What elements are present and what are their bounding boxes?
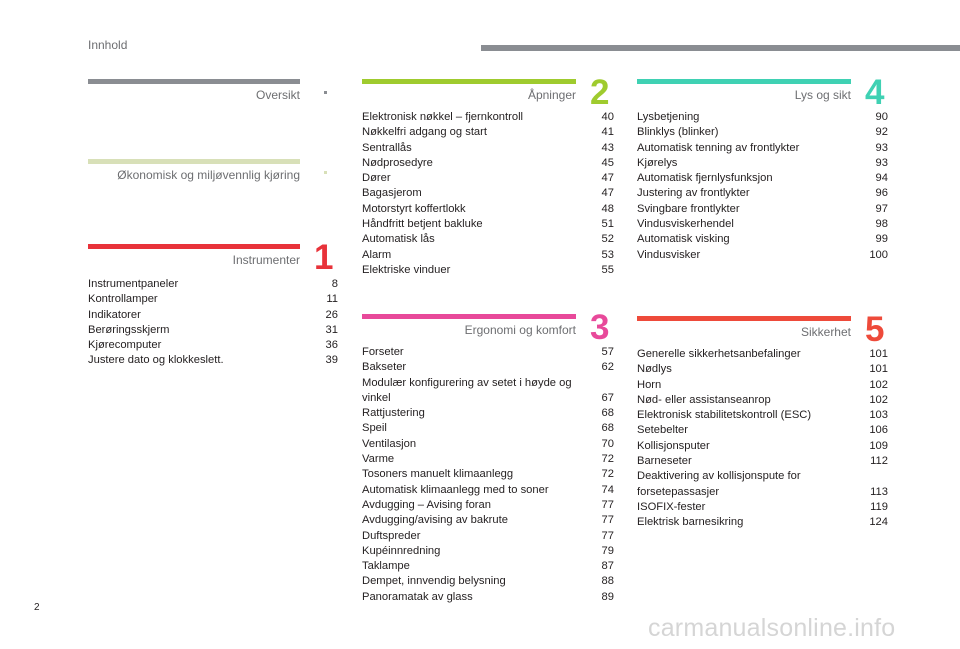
section-okonomisk[interactable] — [88, 159, 300, 189]
toc-entry[interactable] — [637, 110, 888, 125]
toc-entry-page: 101 — [869, 363, 888, 376]
toc-entry-page: 36 — [325, 339, 338, 352]
toc-entry-page: 92 — [875, 126, 888, 139]
section-title: Ergonomi og komfort — [464, 323, 576, 337]
section-title: Lys og sikt — [794, 88, 851, 102]
toc-entry[interactable] — [362, 186, 614, 201]
toc-entry-title: Modulær konfigurering av setet i høyde og vinkel — [362, 376, 572, 404]
section-bar — [637, 79, 851, 84]
section-title: Åpninger — [527, 88, 576, 102]
toc-entry-title: Elektrisk barnesikring — [637, 516, 744, 529]
section-number: 4 — [865, 73, 885, 112]
toc-entry-page: 96 — [875, 187, 888, 200]
section-number: 3 — [590, 308, 610, 347]
toc-entry-title: Rattjustering — [362, 407, 425, 420]
section-title: Økonomisk og miljøvennlig kjøring — [117, 168, 300, 182]
toc-entry-title: Justering av frontlykter — [637, 187, 750, 200]
section-bar — [88, 79, 300, 84]
toc-entry[interactable] — [362, 248, 614, 263]
toc-entry-page: 62 — [601, 361, 614, 374]
toc-entry-page: 45 — [601, 156, 614, 169]
toc-entry-title: Lysbetjening — [637, 111, 700, 123]
toc-entry-title: Vindusvisker — [637, 248, 701, 261]
toc-entry-title: Nødprosedyre — [362, 156, 433, 169]
toc-entry[interactable] — [637, 393, 888, 408]
toc-entry-title: Kontrollamper — [88, 293, 158, 306]
toc-entry[interactable] — [362, 574, 614, 589]
toc-entry-title: Berøringsskjerm — [88, 323, 170, 336]
toc-entry-page: 79 — [601, 544, 614, 557]
toc-entry-page: 99 — [875, 233, 888, 246]
toc-entry-title: Elektriske vinduer — [362, 263, 451, 276]
toc-entry-title: Sentrallås — [362, 141, 412, 154]
toc-entry[interactable] — [362, 217, 614, 232]
toc-entry-page: 77 — [601, 498, 614, 511]
toc-entry-title: Motorstyrt koffertlokk — [362, 202, 466, 215]
toc-entry-title: Bakseter — [362, 361, 407, 374]
toc-entry-title: Forseter — [362, 346, 404, 358]
section-bar — [362, 79, 576, 84]
toc-entry-page: 101 — [869, 348, 888, 360]
toc-entry-title: Avdugging – Avising foran — [362, 498, 491, 511]
toc-entry[interactable] — [362, 141, 614, 156]
toc-entry-title: Instrumentpaneler — [88, 278, 179, 290]
toc-entry-page: 109 — [869, 439, 888, 452]
toc-entry-title: Speil — [362, 422, 387, 435]
toc-entry-title: Automatisk fjernlysfunksjon — [637, 172, 773, 185]
toc-entry-title: Nødlys — [637, 363, 672, 376]
toc-entry[interactable] — [88, 338, 338, 353]
toc-entry[interactable] — [362, 171, 614, 186]
toc-entry-title: Tosoners manuelt klimaanlegg — [362, 468, 514, 481]
toc-entry-title: Elektronisk stabilitetskontroll (ESC) — [637, 409, 812, 422]
entry-list — [362, 345, 614, 605]
toc-entry[interactable] — [637, 156, 888, 171]
toc-entry-page: 77 — [601, 514, 614, 527]
toc-entry[interactable] — [362, 376, 614, 407]
toc-entry[interactable] — [362, 483, 614, 498]
section-lys — [637, 73, 888, 269]
toc-entry-page: 87 — [601, 560, 614, 573]
toc-entry[interactable] — [362, 202, 614, 217]
toc-entry[interactable] — [637, 362, 888, 377]
toc-entry-title: Taklampe — [362, 560, 410, 573]
toc-entry-page: 102 — [869, 378, 888, 391]
toc-entry[interactable] — [362, 452, 614, 467]
toc-entry-page: 88 — [601, 575, 614, 588]
toc-entry-title: Nøkkelfri adgang og start — [362, 126, 487, 139]
toc-entry-page: 106 — [869, 424, 888, 437]
toc-entry-page: 51 — [601, 218, 614, 231]
toc-entry-page: 103 — [869, 409, 888, 422]
toc-entry[interactable] — [362, 125, 614, 140]
toc-entry[interactable] — [88, 277, 338, 292]
toc-entry[interactable] — [88, 308, 338, 323]
section-apninger — [362, 73, 614, 279]
toc-entry-title: Dører — [362, 172, 391, 185]
toc-entry-title: Automatisk klimaanlegg med to soner — [362, 483, 549, 496]
toc-entry[interactable] — [362, 263, 614, 278]
toc-entry[interactable] — [637, 202, 888, 217]
toc-entry[interactable] — [362, 110, 614, 125]
toc-entry-page: 31 — [325, 323, 338, 336]
toc-entry[interactable] — [362, 467, 614, 482]
toc-entry[interactable] — [88, 292, 338, 307]
watermark: carmanualsonline.info — [648, 614, 896, 642]
toc-entry[interactable] — [637, 423, 888, 438]
toc-entry-page: 90 — [875, 111, 888, 123]
toc-entry[interactable] — [362, 559, 614, 574]
toc-entry-title: Automatisk tenning av frontlykter — [637, 141, 800, 154]
toc-entry-title: Nød- eller assistanseanrop — [637, 393, 771, 406]
toc-entry[interactable] — [362, 544, 614, 559]
section-marker — [324, 171, 327, 174]
toc-entry-page: 72 — [601, 468, 614, 481]
toc-entry-title: Blinklys (blinker) — [637, 126, 719, 139]
header-label: Innhold — [88, 38, 128, 52]
toc-entry-page: 8 — [331, 278, 338, 290]
toc-entry-page: 124 — [869, 516, 888, 529]
toc-entry-page: 119 — [870, 500, 888, 513]
toc-entry-page: 67 — [601, 391, 614, 404]
toc-entry-page: 53 — [601, 248, 614, 261]
section-bar — [88, 159, 300, 164]
toc-entry[interactable] — [637, 248, 888, 263]
entry-list — [362, 110, 614, 278]
section-number: 1 — [314, 238, 334, 277]
toc-entry-page: 98 — [875, 218, 888, 231]
toc-entry[interactable] — [362, 360, 614, 375]
section-title: Instrumenter — [232, 253, 300, 267]
toc-entry-title: Deaktivering av kollisjonspute for forsetepassasjer — [637, 470, 801, 498]
toc-entry-page: 113 — [870, 485, 888, 498]
entry-list — [637, 110, 888, 263]
section-marker — [324, 91, 327, 94]
toc-entry-title: Kupéinnredning — [362, 544, 441, 557]
section-sikkerhet — [637, 310, 888, 536]
toc-entry[interactable] — [362, 345, 614, 360]
entry-list — [637, 347, 888, 531]
toc-entry-page: 97 — [875, 202, 888, 215]
page-number: 2 — [34, 602, 40, 613]
toc-entry-title: Håndfritt betjent bakluke — [362, 218, 483, 231]
toc-entry-page: 89 — [601, 590, 614, 603]
toc-entry[interactable] — [637, 217, 888, 232]
toc-entry[interactable] — [637, 454, 888, 469]
toc-entry-title: Ventilasjon — [362, 437, 417, 450]
toc-entry[interactable] — [637, 232, 888, 247]
toc-entry-page: 94 — [875, 172, 888, 185]
section-title: Oversikt — [255, 88, 300, 102]
toc-entry-page: 72 — [601, 453, 614, 466]
section-ergonomi — [362, 308, 614, 604]
toc-entry-page: 41 — [601, 126, 614, 139]
toc-entry-page: 93 — [875, 141, 888, 154]
toc-entry[interactable] — [362, 156, 614, 171]
toc-entry[interactable] — [637, 500, 888, 515]
toc-entry[interactable] — [637, 408, 888, 423]
toc-entry-title: Indikatorer — [88, 308, 141, 321]
toc-entry-title: Setebelter — [637, 424, 688, 437]
section-number: 5 — [865, 310, 885, 349]
section-bar — [362, 314, 576, 319]
section-number: 2 — [590, 73, 610, 112]
toc-entry[interactable] — [362, 590, 614, 605]
section-bar — [637, 316, 851, 321]
toc-entry-page: 70 — [601, 437, 614, 450]
toc-entry-page: 48 — [601, 202, 614, 215]
toc-entry-title: Bagasjerom — [362, 187, 422, 200]
toc-entry-title: Alarm — [362, 248, 392, 261]
toc-entry[interactable] — [637, 125, 888, 140]
entry-list — [88, 277, 338, 369]
toc-entry-title: Duftspreder — [362, 529, 421, 542]
section-instrumenter — [88, 238, 338, 374]
toc-entry[interactable] — [362, 498, 614, 513]
section-bar — [88, 244, 300, 249]
toc-entry-title: Vindusviskerhendel — [637, 218, 734, 231]
toc-entry[interactable] — [362, 529, 614, 544]
toc-entry-title: Justere dato og klokkeslett. — [88, 354, 224, 367]
toc-entry-page: 74 — [601, 483, 614, 496]
toc-entry-title: Kollisjonsputer — [637, 439, 710, 452]
toc-entry[interactable] — [88, 323, 338, 338]
toc-entry[interactable] — [637, 378, 888, 393]
toc-entry-title: Barneseter — [637, 455, 692, 468]
toc-entry-title: ISOFIX-fester — [637, 500, 706, 513]
toc-entry-title: Automatisk visking — [637, 233, 730, 246]
header-bar — [481, 45, 960, 51]
toc-entry-page: 102 — [869, 393, 888, 406]
toc-entry-page: 43 — [601, 141, 614, 154]
toc-entry[interactable] — [362, 232, 614, 247]
toc-entry-page: 52 — [601, 233, 614, 246]
toc-entry[interactable] — [362, 421, 614, 436]
toc-entry-title: Dempet, innvendig belysning — [362, 575, 506, 588]
toc-entry[interactable] — [637, 347, 888, 362]
toc-entry-page: 40 — [601, 111, 614, 123]
toc-entry[interactable] — [637, 469, 888, 500]
toc-entry-title: Horn — [637, 378, 662, 391]
toc-entry-page: 112 — [870, 455, 888, 468]
toc-entry-page: 47 — [601, 172, 614, 185]
toc-entry-title: Panoramatak av glass — [362, 590, 473, 603]
toc-entry[interactable] — [637, 171, 888, 186]
toc-entry-title: Varme — [362, 453, 395, 466]
toc-entry[interactable] — [637, 515, 888, 530]
toc-entry-page: 68 — [601, 422, 614, 435]
toc-entry[interactable] — [637, 439, 888, 454]
toc-entry[interactable] — [362, 437, 614, 452]
section-title: Sikkerhet — [800, 325, 851, 339]
section-oversikt[interactable] — [88, 79, 300, 109]
toc-entry-page: 39 — [325, 354, 338, 367]
toc-entry-page: 77 — [601, 529, 614, 542]
toc-entry[interactable] — [637, 186, 888, 201]
toc-entry-title: Generelle sikkerhetsanbefalinger — [637, 348, 801, 360]
toc-entry-page: 26 — [325, 308, 338, 321]
toc-entry-page: 100 — [869, 248, 888, 261]
toc-entry[interactable] — [362, 513, 614, 528]
toc-entry-page: 93 — [875, 156, 888, 169]
toc-entry-page: 11 — [326, 293, 338, 306]
toc-entry-title: Svingbare frontlykter — [637, 202, 740, 215]
toc-entry-page: 55 — [601, 263, 614, 276]
toc-entry-title: Kjørelys — [637, 156, 678, 169]
toc-entry[interactable] — [637, 141, 888, 156]
toc-entry[interactable] — [362, 406, 614, 421]
toc-entry-page: 68 — [601, 407, 614, 420]
toc-entry-title: Automatisk lås — [362, 233, 435, 246]
toc-entry-title: Elektronisk nøkkel – fjernkontroll — [362, 111, 524, 123]
toc-entry-title: Kjørecomputer — [88, 339, 162, 352]
toc-entry-page: 57 — [601, 346, 614, 358]
toc-entry[interactable] — [88, 353, 338, 368]
toc-entry-page: 47 — [601, 187, 614, 200]
toc-entry-title: Avdugging/avising av bakrute — [362, 514, 508, 527]
